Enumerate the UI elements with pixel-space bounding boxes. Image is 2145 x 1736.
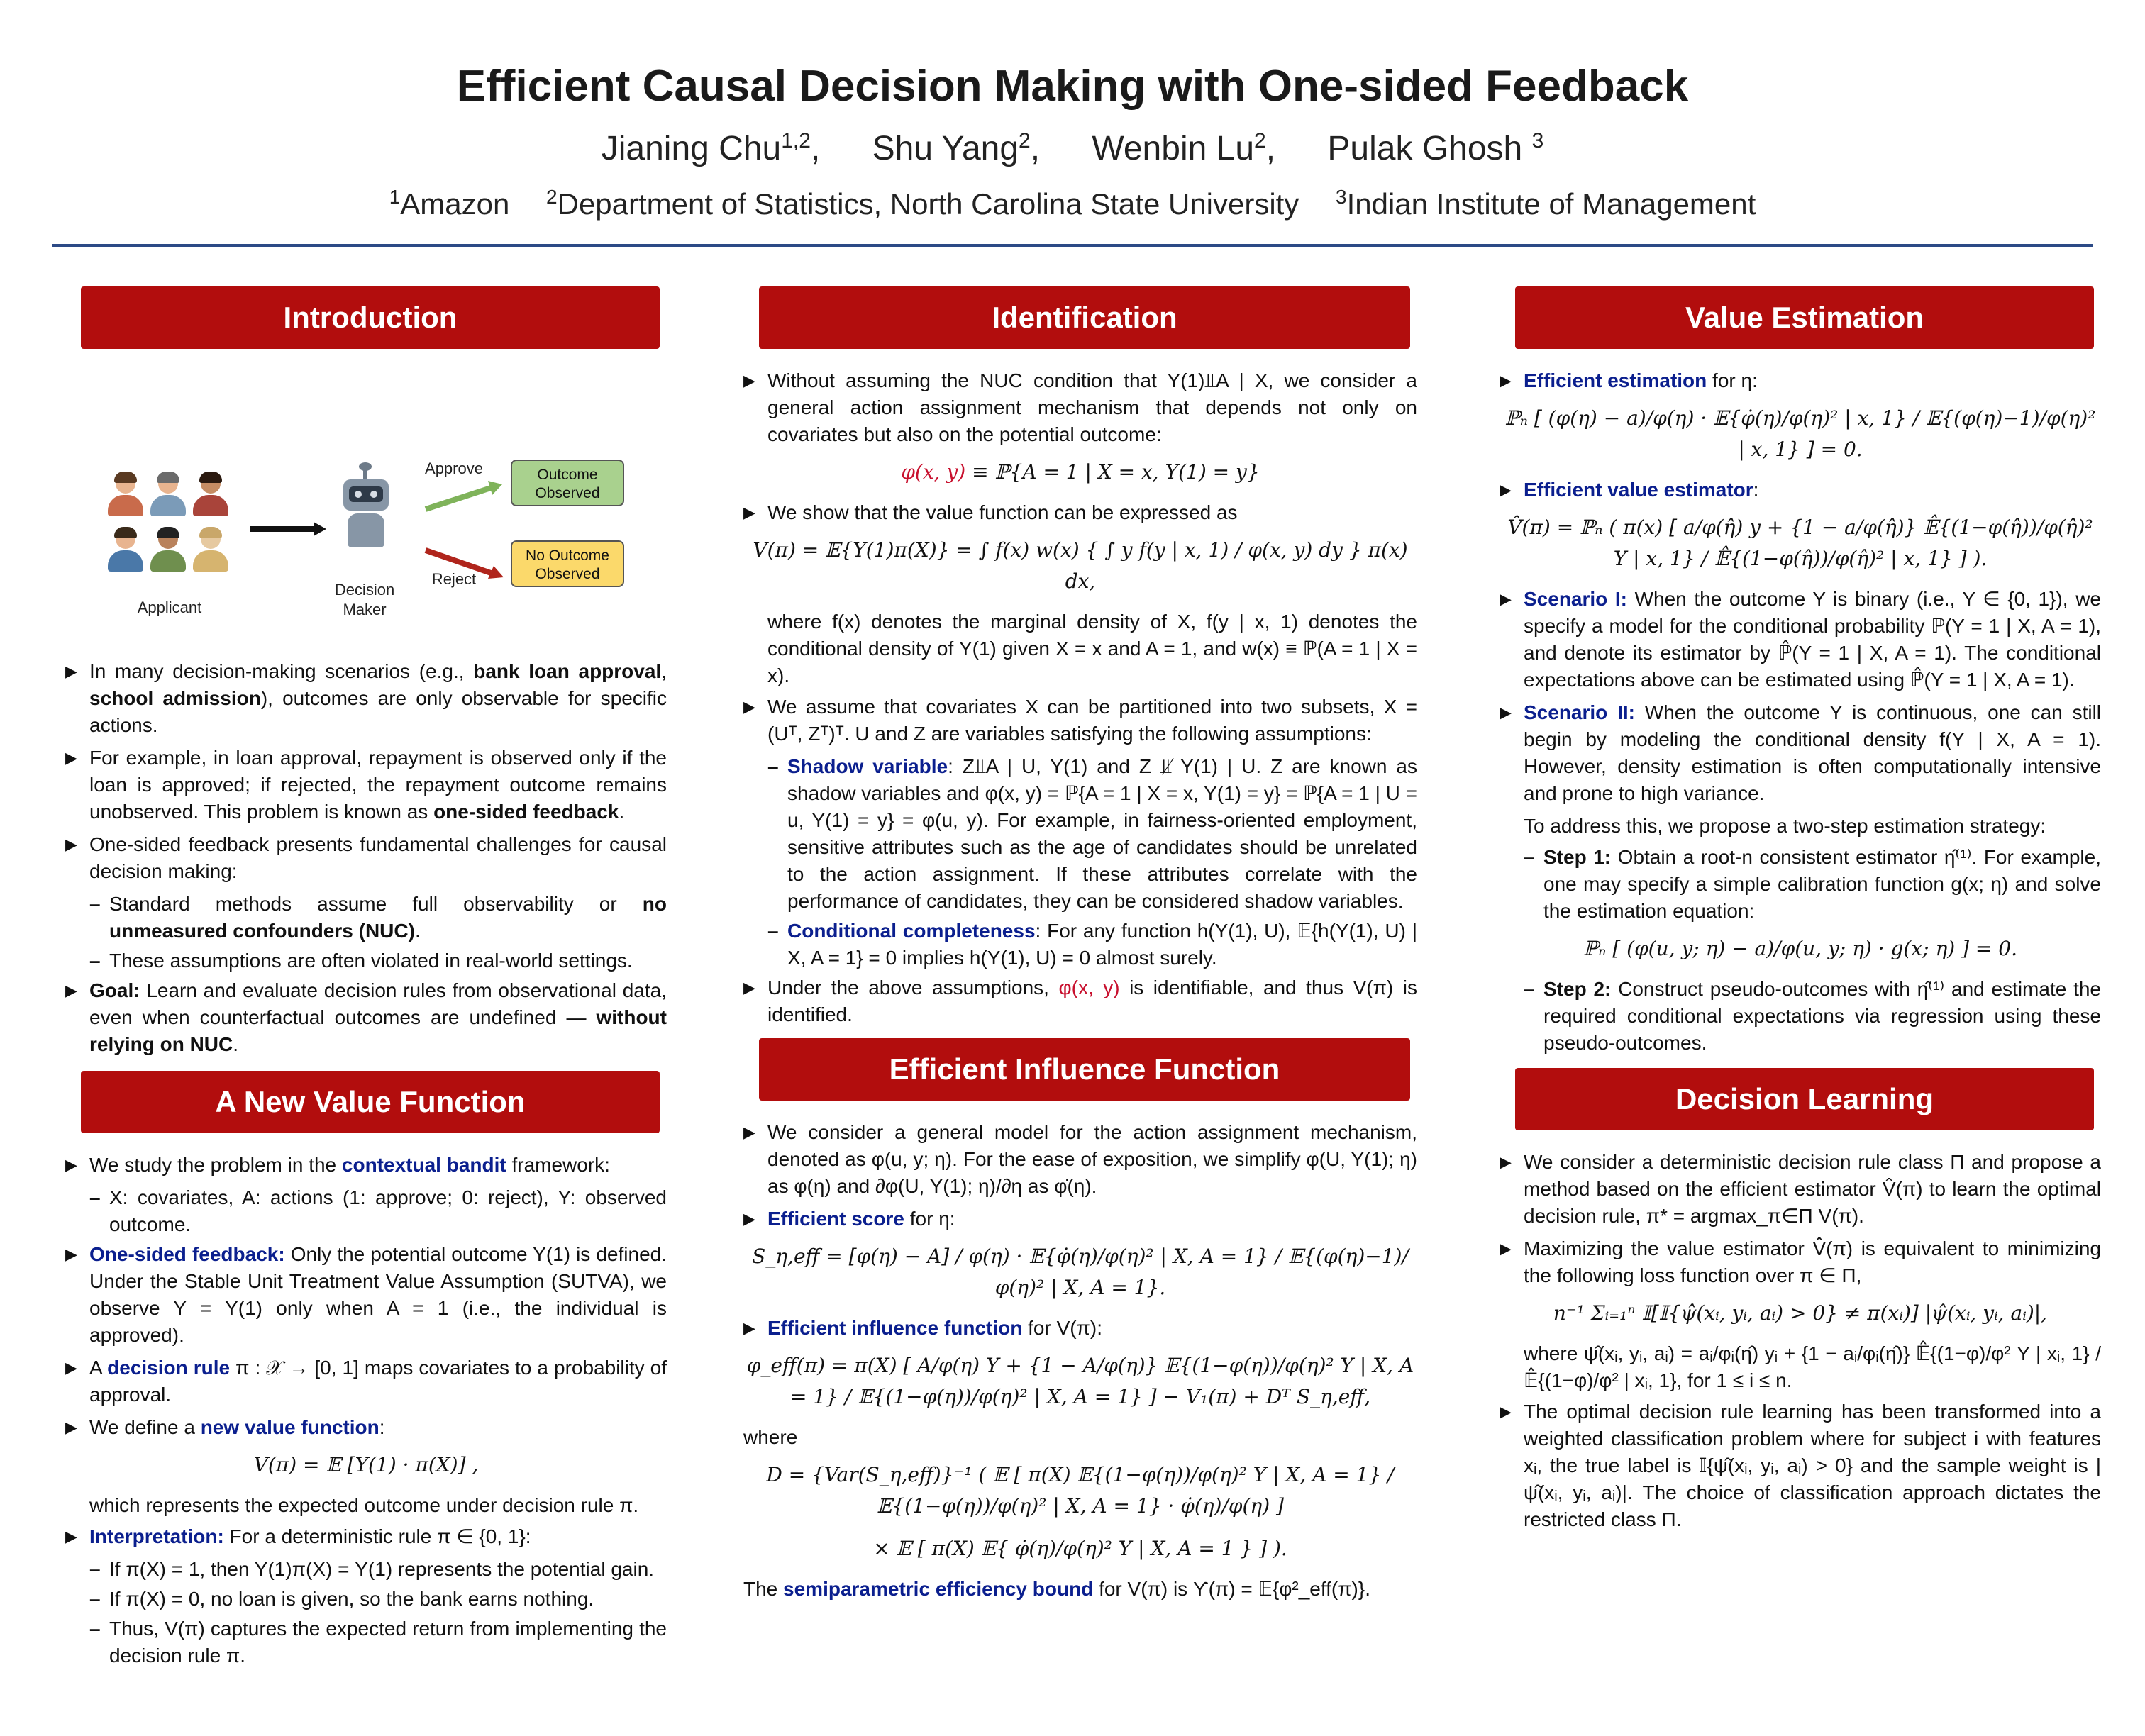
list-item: ▶ A decision rule π : 𝒳 → [0, 1] maps covariates to a probability of approval. <box>65 1354 667 1408</box>
list-item: ▶ In many decision-making scenarios (e.g., bank loan approval, school admission), outcomes are only observable for specific actions. <box>65 658 667 739</box>
section-heading-value-estimation: Value Estimation <box>1515 286 2094 349</box>
value-function-body <box>65 1152 667 1669</box>
list-item: ▶ We assume that covariates X can be partitioned into two subsets, X = (Uᵀ, Zᵀ)ᵀ. U and Z are variables satisfying the following assumptions: <box>743 694 1417 747</box>
sub-item: – If π(X) = 0, no loan is given, so the bank earns nothing. <box>65 1586 667 1613</box>
affiliation: $^2$Department of Statistics, North Carolina State University <box>546 186 1299 221</box>
list-item: ▶ Goal: Learn and evaluate decision rules from observational data, even when counterfactual outcomes are undefined — without relying on NUC. <box>65 977 667 1058</box>
identification-body <box>743 367 1417 1028</box>
decision-maker-label: Decision Maker <box>334 581 395 618</box>
header-divider <box>52 244 2093 247</box>
list-item: ▶ Without assuming the NUC condition that Y(1)⫫A | X, we consider a general action assignment mechanism that depends not only on covariates but also on the potential outcome: <box>743 367 1417 448</box>
author: Shu Yang$^2$, <box>872 129 1041 167</box>
list-item: ▶ We study the problem in the contextual bandit framework: <box>65 1152 667 1179</box>
sub-item: – If π(X) = 1, then Y(1)π(X) = Y(1) represents the potential gain. <box>65 1556 667 1583</box>
list-item: ▶ Maximizing the value estimator V̂(π) is equivalent to minimizing the following loss function over π ∈ Π, <box>1500 1235 2101 1289</box>
list-item: ▶ Interpretation: For a deterministic rule π ∈ {0, 1}: <box>65 1523 667 1550</box>
list-item: ▶ Efficient influence function for V(π): <box>743 1315 1417 1342</box>
value-estimator-equation: V̂(π) = ℙₙ ( π(x) [ a/φ(η̂) y + {1 − a/φ(η̂)} 𝔼̂{(1−φ(η̂))/φ(η̂)² Y | x, 1} / 𝔼̂{(1−φ(η̂))/φ(η̂)² | x, 1} ] ). <box>1507 516 2093 570</box>
section-heading-identification: Identification <box>759 286 1410 349</box>
paragraph: To address this, we propose a two-step estimation strategy: <box>1524 815 2046 837</box>
author: Jianing Chu$^{1,2}$, <box>601 129 821 167</box>
list-item: ▶ Efficient value estimator: <box>1500 477 2101 503</box>
section-heading-new-value-function: A New Value Function <box>81 1071 660 1133</box>
list-item: ▶ We consider a general model for the action assignment mechanism, denoted as φ(u, y; η). For the ease of exposition, we simplify φ(U, Y(1); η) as φ(η) and ∂φ(U, Y(1); η)/∂η as φ̇(η). <box>743 1119 1417 1200</box>
list-item: ▶ We show that the value function can be expressed as <box>743 499 1417 526</box>
value-identification-equation: V(π) = 𝔼{Y(1)π(X)} = ∫ f(x) w(x) { ∫ y f(y | x, 1) / φ(x, y) dy } π(x) dx, <box>753 538 1408 593</box>
propensity-equation: φ(x, y) ≡ ℙ{A = 1 | X = x, Y(1) = y} <box>901 460 1260 484</box>
list-item: ▶ We consider a deterministic decision rule class Π and propose a method based on the efficient estimator V̂(π) to learn the optimal decision rule, π* = argmax_π∈Π V(π). <box>1500 1149 2101 1230</box>
list-item: ▶ Scenario I: When the outcome Y is binary (i.e., Y ∈ {0, 1}), we specify a model for the conditional probability ℙ(Y = 1 | X, A = 1), and denote its estimator by ℙ̂(Y = 1 | X, A = 1). The conditional expectations above can be estimated using ℙ̂(Y = 1 | X, A = 1). <box>1500 586 2101 694</box>
approve-label: Approve <box>425 460 483 477</box>
estimation-body <box>1500 367 2101 1057</box>
d-definition-equation-cont: × 𝔼 [ π(X) 𝔼{ φ̇(η)/φ(η)² Y | X, A = 1 } ] ). <box>873 1537 1287 1560</box>
paragraph: The semiparametric efficiency bound for V(π) is ϒ(π) = 𝔼{φ²_eff(π)}. <box>743 1578 1371 1600</box>
section-heading-introduction: Introduction <box>81 286 660 349</box>
efficient-estimation-equation: ℙₙ [ (φ(η) − a)/φ(η) · 𝔼{φ̇(η)/φ(η)² | x, 1} / 𝔼{(φ(η)−1)/φ(η)² | x, 1} ] = 0. <box>1504 406 2096 461</box>
one-sided-feedback-diagram <box>65 367 667 618</box>
sub-item: – Thus, V(π) captures the expected return from implementing the decision rule π. <box>65 1615 667 1669</box>
paragraph: where ψ̂(xᵢ, yᵢ, aᵢ) = aᵢ/φᵢ(η̂) yᵢ + {1 − aᵢ/φᵢ(η̂)} 𝔼̂{(1−φ)/φ² Y | xᵢ, 1} / 𝔼̂{(1−φ)/φ² | xᵢ, 1}, for 1 ≤ i ≤ n. <box>1524 1342 2101 1391</box>
no-outcome-observed-box: No Outcome Observed <box>511 540 624 587</box>
affiliation: $^3$Indian Institute of Management <box>1336 186 1756 221</box>
column-middle <box>743 286 1417 1607</box>
section-heading-decision-learning: Decision Learning <box>1515 1068 2094 1130</box>
introduction-body <box>65 658 667 1058</box>
list-item: ▶ The optimal decision rule learning has been transformed into a weighted classification problem where for subject i with features xᵢ, the true label is 𝕀{ψ̂(xᵢ, yᵢ, aᵢ) > 0} and the sample weight is |ψ̂(xᵢ, yᵢ, aᵢ)|. The choice of classification approach dictates the restricted class Π. <box>1500 1398 2101 1533</box>
outcome-observed-box: Outcome Observed <box>511 460 624 506</box>
sub-item: – Shadow variable: Z⫫A | U, Y(1) and Z ⫫̸ Y(1) | U. Z are known as shadow variables and φ(x, y) = ℙ{A = 1 | X = x, Y(1) = y} = ℙ{A = 1 | U = u, Y(1) = y} = φ(u, y). For example, in fairness-oriented employment, sensitive attributes such as the age of candidates should be unrelated to the action assignment. If these attributes correlate with the performance of candidates, they can be considered shadow variables. <box>743 753 1417 915</box>
author: Wenbin Lu$^2$, <box>1092 129 1276 167</box>
sub-item: – Step 1: Obtain a root-n consistent estimator η̂⁽¹⁾. For example, one may specify a simple calibration function g(x; η) and solve the estimation equation: <box>1500 844 2101 925</box>
reject-label: Reject <box>431 570 477 588</box>
list-item: ▶ We define a new value function: <box>65 1414 667 1441</box>
column-left <box>65 286 667 1672</box>
influence-body <box>743 1119 1417 1603</box>
sub-item: – These assumptions are often violated in real-world settings. <box>65 947 667 974</box>
paragraph: which represents the expected outcome under decision rule π. <box>89 1494 639 1516</box>
sub-item: – Conditional completeness: For any function h(Y(1), U), 𝔼{h(Y(1), U) | X, A = 1} = 0 implies h(Y(1), U) = 0 almost surely. <box>743 918 1417 972</box>
author-list <box>0 129 2145 168</box>
author: Pulak Ghosh $^3$ <box>1327 129 1544 167</box>
applicant-label: Applicant <box>137 599 202 616</box>
sub-item: – X: covariates, A: actions (1: approve; 0: reject), Y: observed outcome. <box>65 1184 667 1238</box>
d-definition-equation: D = {Var(S_η,eff)}⁻¹ ( 𝔼 [ π(X) 𝔼{(1−φ(η))/φ(η)² Y | X, A = 1} / 𝔼{(1−φ(η))/φ(η)² | X, A = 1} · φ̇(η)/φ(η) ] <box>766 1463 1395 1518</box>
sub-item: – Standard methods assume full observability or no unmeasured confounders (NUC). <box>65 891 667 945</box>
list-item: ▶ For example, in loan approval, repayment is observed only if the loan is approved; if rejected, the repayment outcome remains unobserved. This problem is known as one-sided feedback. <box>65 745 667 825</box>
paragraph: where <box>743 1426 798 1448</box>
sub-item: – Step 2: Construct pseudo-outcomes with η̂⁽¹⁾ and estimate the required conditional expectations via regression using these pseudo-outcomes. <box>1500 976 2101 1057</box>
section-heading-efficient-influence-function: Efficient Influence Function <box>759 1038 1410 1101</box>
list-item: ▶ Efficient estimation for η: <box>1500 367 2101 394</box>
learning-body <box>1500 1149 2101 1533</box>
calibration-equation: ℙₙ [ (φ(u, y; η) − a)/φ(u, y; η) · g(x; η) ] = 0. <box>1583 937 2017 960</box>
column-right <box>1500 286 2101 1539</box>
list-item: ▶ Efficient score for η: <box>743 1206 1417 1233</box>
affiliation: $^1$Amazon <box>389 186 510 221</box>
value-function-equation: V(π) = 𝔼 [Y(1) · π(X)] , <box>253 1453 479 1476</box>
list-item: ▶ Under the above assumptions, φ(x, y) is identifiable, and thus V(π) is identified. <box>743 974 1417 1028</box>
loss-function-equation: n⁻¹ Σᵢ₌₁ⁿ 𝕀[𝕀{ψ̂(xᵢ, yᵢ, aᵢ) > 0} ≠ π(xᵢ)] |ψ̂(xᵢ, yᵢ, aᵢ)|, <box>1553 1301 2048 1325</box>
list-item: ▶ One-sided feedback: Only the potential outcome Y(1) is defined. Under the Stable Unit Treatment Value Assumption (SUTVA), we observe Y = Y(1) only when A = 1 (i.e., the individual is approved). <box>65 1241 667 1349</box>
poster-title: Efficient Causal Decision Making with One-sided Feedback <box>456 62 1689 111</box>
influence-function-equation: φ_eff(π) = π(X) [ A/φ(η) Y + {1 − A/φ(η)} 𝔼{(1−φ(η))/φ(η)² Y | X, A = 1} / 𝔼{(1−φ(η))/φ(η)² | X, A = 1} ] − V₁(π) + Dᵀ S_η,eff, <box>746 1354 1414 1408</box>
paragraph: where f(x) denotes the marginal density of X, f(y | x, 1) denotes the conditional density of Y(1) given X = x and A = 1, and w(x) ≡ ℙ(A = 1 | X = x). <box>767 611 1417 686</box>
efficient-score-equation: S_η,eff = [φ(η) − A] / φ(η) · 𝔼{φ̇(η)/φ(η)² | X, A = 1} / 𝔼{(φ(η)−1)/φ(η)² | X, A = 1}. <box>752 1245 1409 1299</box>
affiliation-list <box>0 186 2145 221</box>
list-item: ▶ One-sided feedback presents fundamental challenges for causal decision making: <box>65 831 667 885</box>
list-item: ▶ Scenario II: When the outcome Y is continuous, one can still begin by modeling the conditional density f(Y | X, A = 1). However, density estimation is often computationally intensive and prone to high variance. <box>1500 699 2101 807</box>
